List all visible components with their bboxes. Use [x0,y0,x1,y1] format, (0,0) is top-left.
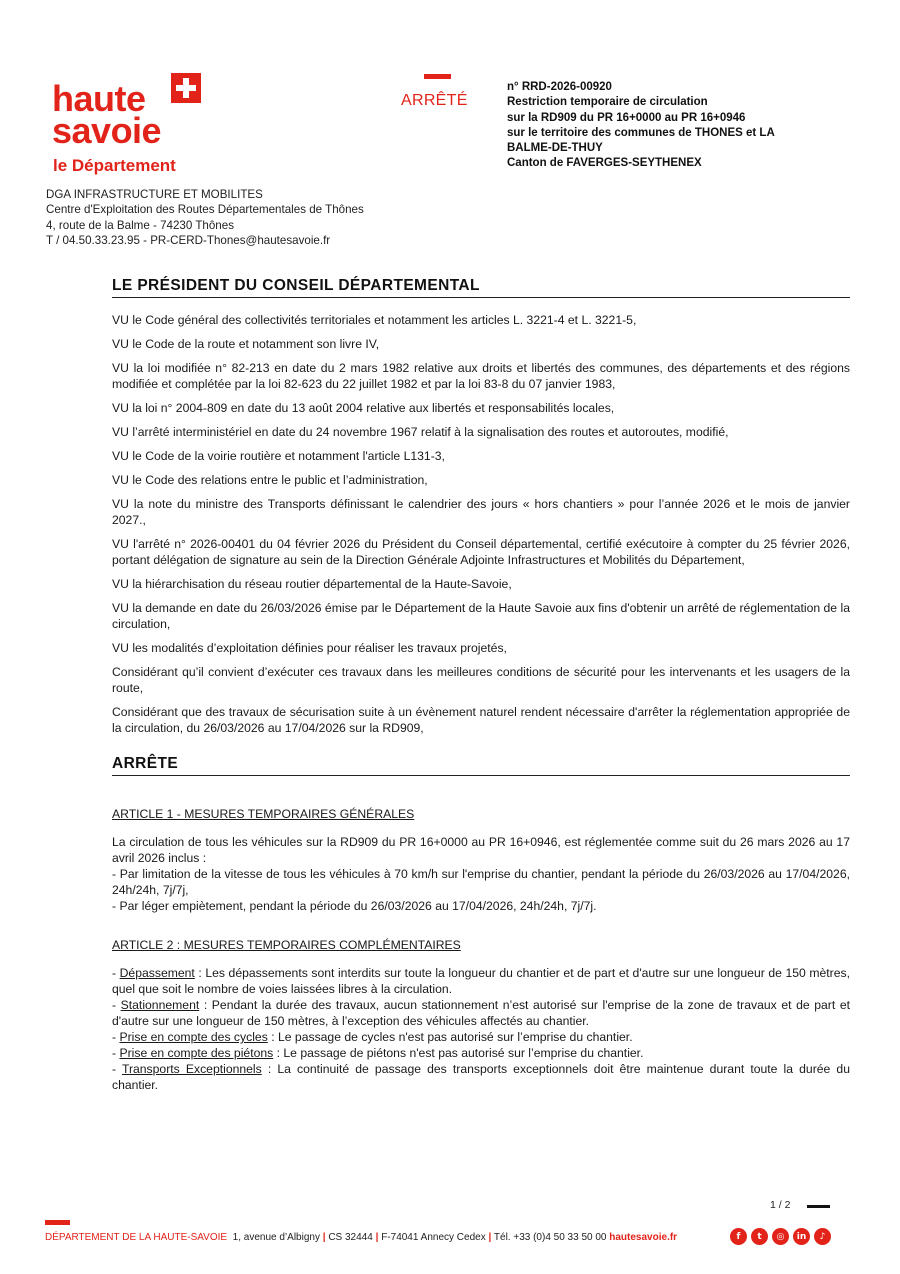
article-1-body [112,834,850,914]
president-heading: LE PRÉSIDENT DU CONSEIL DÉPARTEMENTAL [112,276,850,298]
footer-cs: CS 32444 [328,1232,373,1243]
item-term: Prise en compte des piétons [119,1046,274,1060]
vu-list [112,312,850,736]
article-2-title: ARTICLE 2 : MESURES TEMPORAIRES COMPLÉMENTAIRES [112,938,461,952]
article-2-item [112,997,850,1029]
decree-line: Restriction temporaire de circulation [507,96,708,109]
item-prefix: - [112,1046,120,1060]
considerant-item: Considérant que des travaux de sécurisation suite à un évènement naturel rendent nécessaire d'arrêter la réglementation appropriée de la circulation, du 26/03/2026 au 17/04/2026 sur la RD909, [112,705,850,735]
vu-item: VU la demande en date du 26/03/2026 émise par le Département de la Haute Savoie aux fins d'obtenir un arrêté de réglementation de la circulation, [112,601,850,631]
footer-separator: | [375,1232,379,1243]
footer-address: 1, avenue d’Albigny [232,1232,320,1243]
item-term: Stationnement [120,998,200,1012]
item-term: Dépassement [119,966,195,980]
instagram-icon[interactable]: ◎ [772,1228,789,1245]
item-text: : Les dépassements sont interdits sur toute la longueur du chantier et de part et d'autre sur une longueur de 150 mètres, quel que soit le nombre de voies laissées libres à la circulation. [112,966,850,996]
article-2-item [112,1045,850,1061]
footer-postal: F-74041 Annecy Cedex [381,1232,486,1243]
item-text: : Pendant la durée des travaux, aucun stationnement n’est autorisé sur l'emprise de la zone de travaux et de part et d'autre sur une longueur de 150 mètres, à l’exception des véhicules affectés au chantier. [112,998,850,1028]
item-prefix: - [112,998,121,1012]
twitter-icon[interactable]: t [751,1228,768,1245]
vu-item: VU la hiérarchisation du réseau routier départemental de la Haute-Savoie, [112,577,512,591]
article-1-line: - Par léger empiètement, pendant la période du 26/03/2026 au 17/04/2026, 24h/24h, 7j/7j. [112,899,597,913]
tiktok-icon[interactable]: ♪ [814,1228,831,1245]
social-links [730,1228,831,1245]
address-line: DGA INFRASTRUCTURE ET MOBILITES [46,188,263,201]
arrete-label: ARRÊTÉ [401,92,468,109]
address-contact: T / 04.50.33.23.95 - PR-CERD-Thones@hautesavoie.fr [46,233,331,247]
decree-line: sur la RD909 du PR 16+0000 au PR 16+0946 [507,111,746,124]
address-line: Centre d'Exploitation des Routes Départementales de Thônes [46,203,364,217]
vu-item: VU l’arrêté interministériel en date du 24 novembre 1967 relatif à la signalisation des routes et autoroutes, modifié, [112,425,729,439]
decree-header [507,80,837,172]
footer-phone: Tél. +33 (0)4 50 33 50 00 [493,1232,607,1243]
vu-item: VU l'arrêté n° 2026-00401 du 04 février 2026 du Président du Conseil départemental, certifié exécutoire à compter du 25 février 2026, portant délégation de signature au sein de la Direction Générale Adjointe Infrastructures et Mobilités du Département, [112,537,850,567]
item-prefix: - [112,1062,122,1076]
decree-line: sur le territoire des communes de THONES et LA [507,126,775,139]
considerant-item: Considérant qu’il convient d’exécuter ces travaux dans les meilleures conditions de sécurité pour les intervenants et les usagers de la route, [112,665,850,695]
page-number: 1 / 2 [770,1199,791,1211]
arrete-accent-bar [424,74,451,79]
vu-item: VU le Code des relations entre le public et l’administration, [112,473,428,487]
logo-line-savoie: savoie [52,110,162,151]
vu-item: VU les modalités d’exploitation définies pour réaliser les travaux projetés, [112,641,507,655]
article-2-item [112,1029,850,1045]
article-1-line: - Par limitation de la vitesse de tous les véhicules à 70 km/h sur l'emprise du chantier, pendant la période du 26/03/2026 au 17/04/2026, 24h/24h, 7j/7j, [112,867,850,897]
footer-org: DÉPARTEMENT DE LA HAUTE-SAVOIE [45,1232,228,1243]
vu-item: VU la note du ministre des Transports définissant le calendrier des jours « hors chantiers » pour l’année 2026 et le mois de janvier 2027., [112,497,850,527]
item-term: Transports Exceptionnels [121,1062,262,1076]
item-text: : Le passage de piétons n'est pas autorisé sur l’emprise du chantier. [273,1046,644,1060]
decree-canton: Canton de FAVERGES-SEYTHENEX [507,157,702,170]
item-prefix: - [112,966,120,980]
vu-item: VU la loi modifiée n° 82-213 en date du 2 mars 1982 relative aux droits et libertés des communes, des départements et des régions modifiée et complétée par la loi 82-623 du 22 juillet 1982 et par la loi 83-8 du 07 janvier 1983, [112,361,850,391]
article-2-body [112,965,850,1093]
vu-item: VU le Code de la voirie routière et notamment l'article L131-3, [112,449,445,463]
decree-number: n° RRD-2026-00920 [507,81,612,93]
arrete-heading: ARRÊTE [112,754,850,776]
item-text: : La continuité de passage des transports exceptionnels doit être maintenue durant toute la durée du chantier. [112,1062,850,1092]
logo-line-haute: haute [52,78,146,119]
article-2-item [112,1061,850,1093]
footer-website-link[interactable]: hautesavoie.fr [609,1232,678,1243]
item-term: Prise en compte des cycles [119,1030,268,1044]
article-1-line: La circulation de tous les véhicules sur la RD909 du PR 16+0000 au PR 16+0946, est réglementée comme suit du 26 mars 2026 au 17 avril 2026 inclus : [112,835,850,865]
footer-accent-bar [45,1220,70,1225]
facebook-icon[interactable]: f [730,1228,747,1245]
savoy-cross-icon [171,73,201,103]
logo-line-departement: le Département [53,156,176,175]
footer-separator: | [322,1232,326,1243]
page-number-dash [807,1205,830,1208]
haute-savoie-logo [52,72,212,182]
vu-item: VU la loi n° 2004-809 en date du 13 août 2004 relative aux libertés et responsabilités locales, [112,401,615,415]
decree-body [112,276,850,1093]
sender-address [46,187,364,248]
linkedin-icon[interactable]: in [793,1228,810,1245]
vu-item: VU le Code de la route et notamment son livre IV, [112,337,380,351]
footer-contact [45,1231,677,1245]
item-text: : Le passage de cycles n'est pas autorisé sur l’emprise du chantier. [267,1030,633,1044]
decree-line: BALME-DE-THUY [507,142,603,155]
item-prefix: - [112,1030,120,1044]
article-1-title: ARTICLE 1 - MESURES TEMPORAIRES GÉNÉRALES [112,807,415,821]
article-2-item [112,965,850,997]
vu-item: VU le Code général des collectivités territoriales et notamment les articles L. 3221-4 et L. 3221-5, [112,313,637,327]
footer-separator: | [488,1232,492,1243]
address-line: 4, route de la Balme - 74230 Thônes [46,218,234,232]
